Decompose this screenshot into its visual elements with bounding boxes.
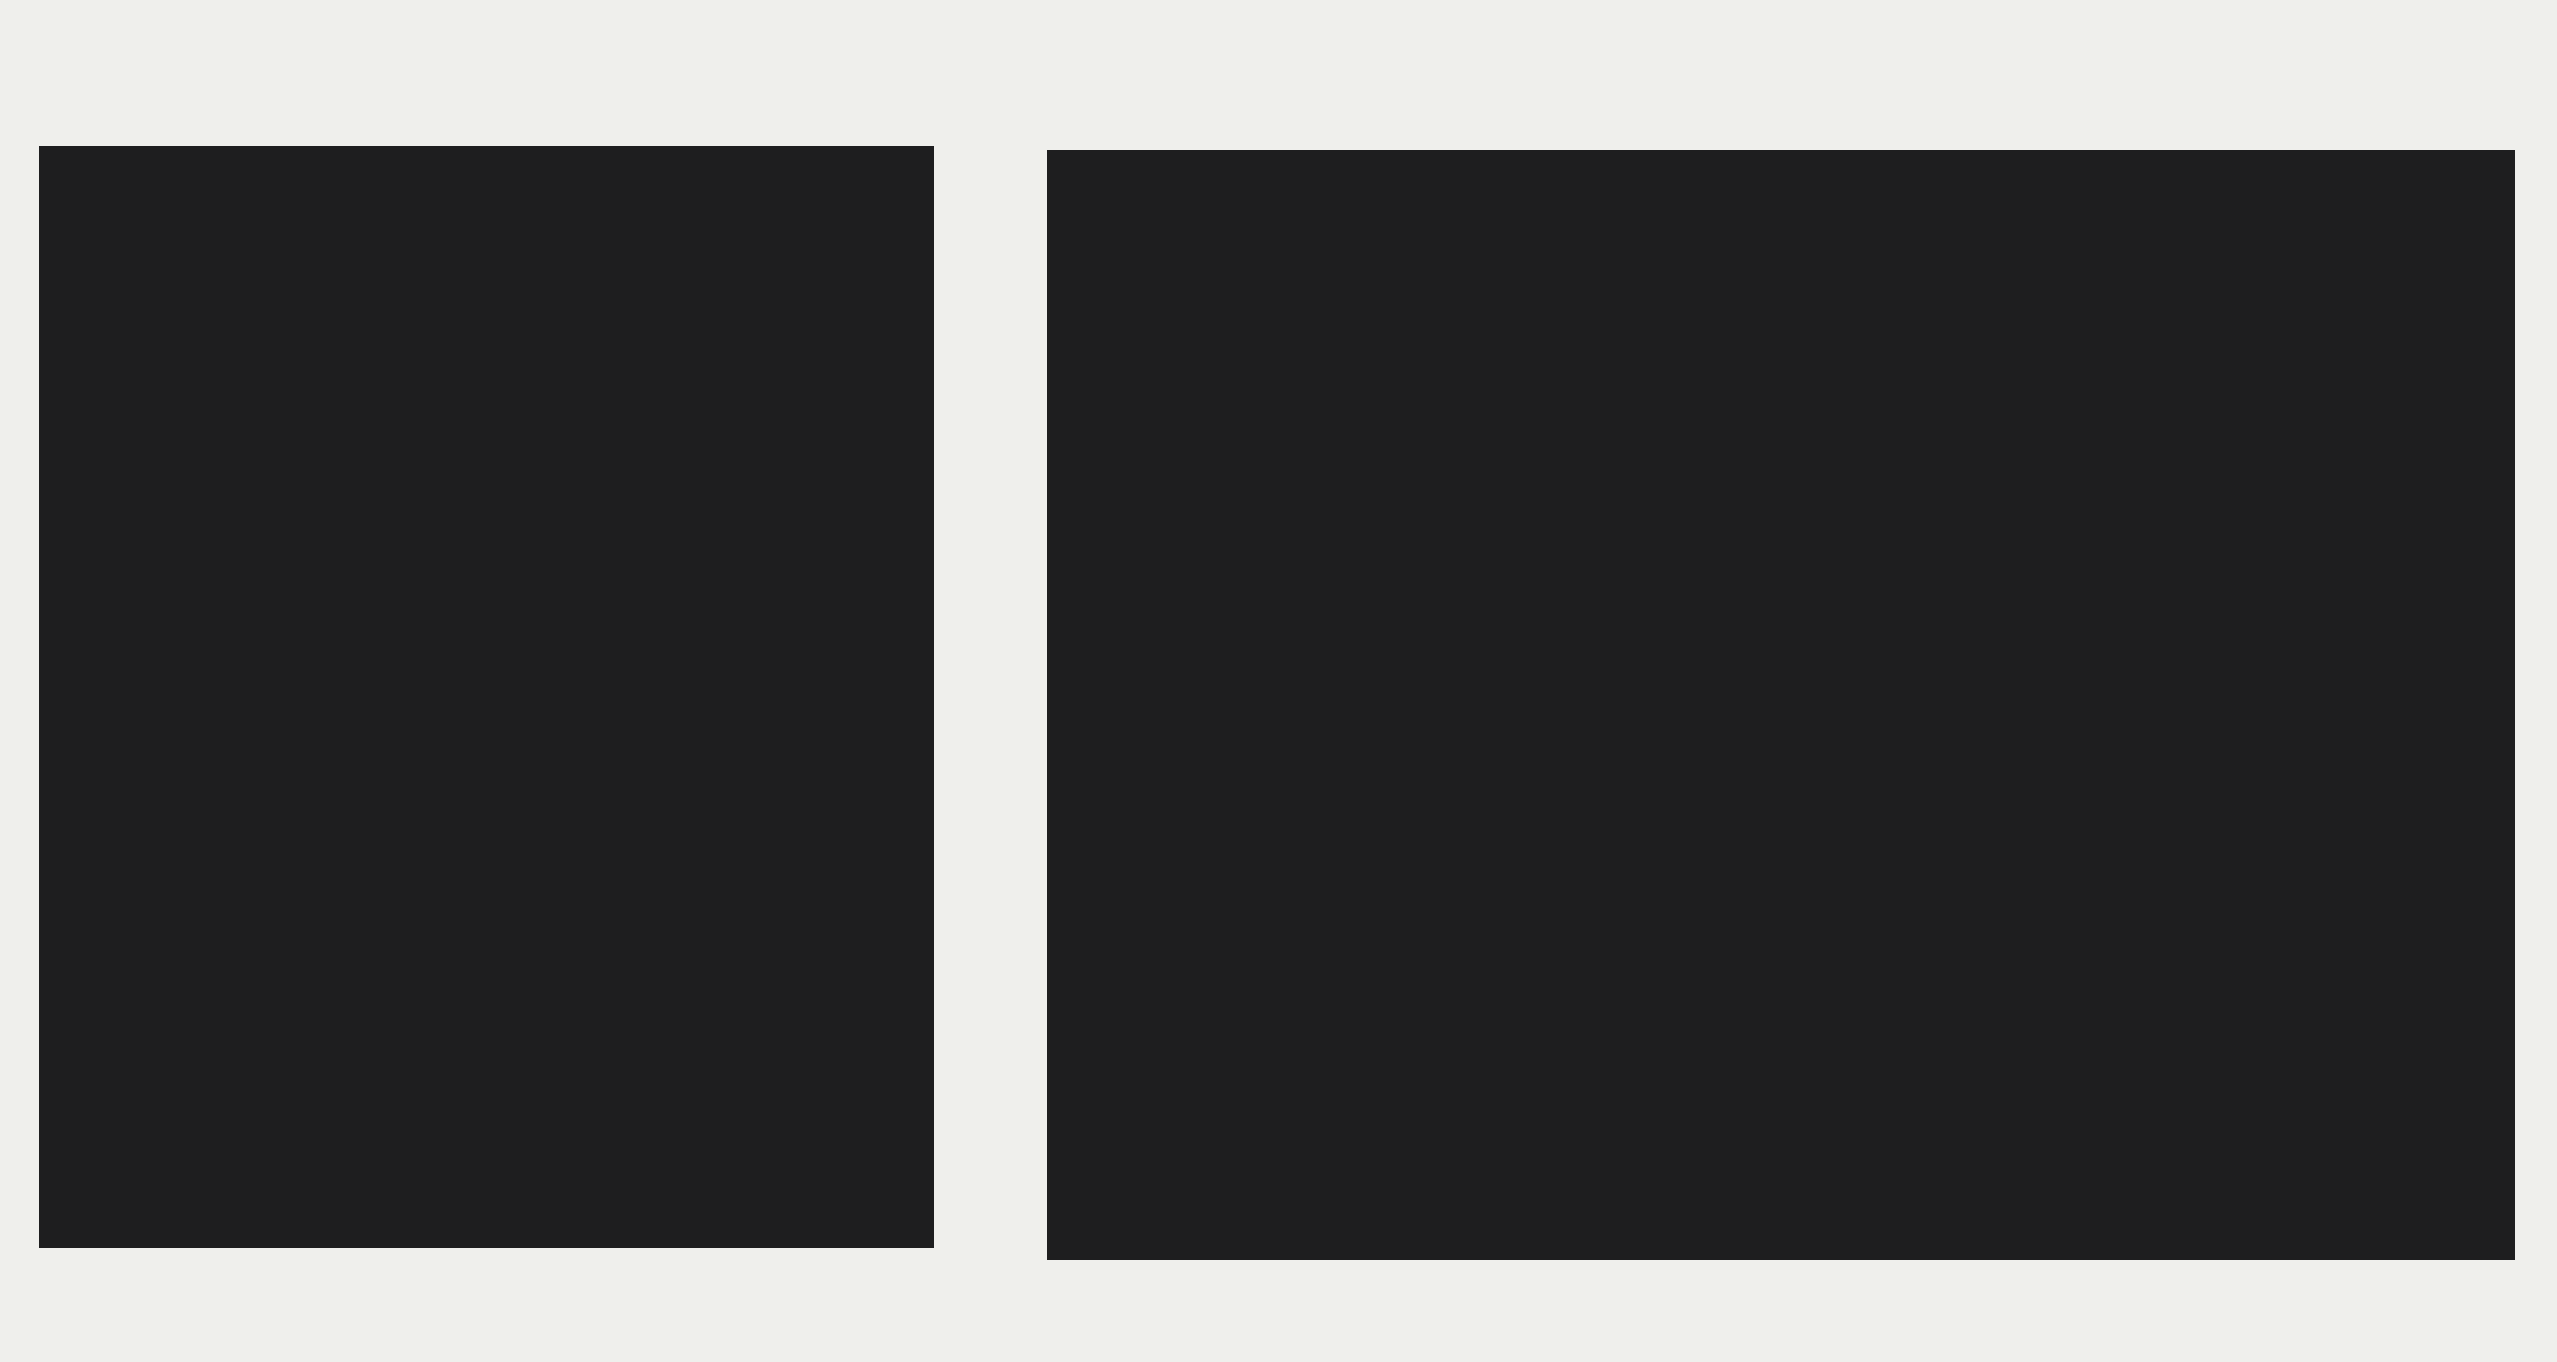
comet-before-division-drawing — [39, 146, 934, 1248]
comet-after-division-drawing — [1047, 150, 2515, 1260]
comet-after-division-image — [1047, 150, 2515, 1260]
plate-caption — [0, 1282, 2557, 1335]
comet-before-division-image — [39, 146, 934, 1248]
